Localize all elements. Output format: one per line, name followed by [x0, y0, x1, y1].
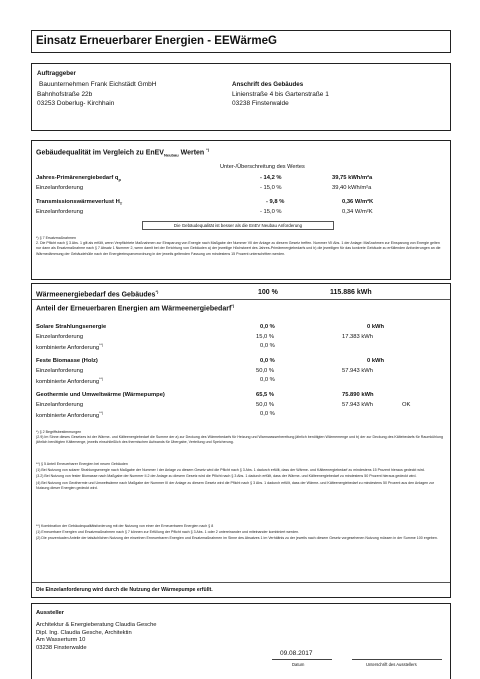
- solar-komb-label: kombinierte Anforderung**): [36, 343, 104, 351]
- renewables-footnote-1: *) § 2 Begriffsbestimmungen (2.9) Im Sinne dieses Gesetzes ist der Wärme- und Kälteenergiebedarf die Summe der a) zur Deckung des Wärmebedarfs für Heizung und Warmwasserbereitung jährlich benötigten Wärmemenge und b) der zur Deckung des Kältebedarfs für Raumkühlung jährlich benötigten Kältemenge, jeweils einschließlich des thermischen Aufwands für Übergabe, Verteilung und Speicherung.: [36, 430, 443, 445]
- biomass-komb-pct: 0,0 %: [260, 377, 275, 383]
- geothermal-komb-label: kombinierte Anforderung**): [36, 411, 104, 419]
- primary-energy-pct: - 14,2 %: [260, 175, 282, 181]
- biomass-value: 0 kWh: [367, 358, 385, 364]
- primary-energy-einzel-value: 39,40 kWh/m²a: [332, 185, 372, 191]
- renewables-footnote-2: **) § 5 Anteil Erneuerbarer Energien bei neuen Gebäuden (1) Bei Nutzung von solarer Strahlungsenergie nach Maßgabe der Nummer I der Anlage zu diesem Gesetz wird die Pflicht nach § 3 Abs. 1 dadurch erfüllt, dass der Wärme- und Kälteenergiebedarf zu mindestens 15 Prozent hieraus gedeckt wird. (3.2) Bei Nutzung von fester Biomasse nach Maßgabe der Nummer II.2 der Anlage zu diesem Gesetz wird die Pflicht nach § 3 Abs. 1 dadurch erfüllt, dass der Wärme- und Kälteenergiebedarf zu mindestens 50 Prozent hieraus gedeckt wird. (4) Bei Nutzung von Geothermie und Umweltwärme nach Maßgabe der Nummer III der Anlage zu diesem Gesetz wird die Pflicht nach § 3 Abs. 1 dadurch erfüllt, dass der Wärme- und Kälteenergiebedarf zu mindestens 50 Prozent aus den Anlagen zur Nutzung dieser Energien gedeckt wird.: [36, 462, 435, 490]
- issuer-label: Aussteller: [36, 610, 65, 616]
- primary-energy-value: 39,75 kWh/m²a: [332, 175, 373, 181]
- solar-komb-pct: 0,0 %: [260, 343, 275, 349]
- geothermal-label: Geothermie und Umweltwärme (Wärmepumpe): [36, 392, 165, 398]
- heat-demand-value: 115.886 kWh: [330, 289, 372, 296]
- client-street: Bahnhofstraße 22b: [37, 90, 93, 98]
- divider: [32, 299, 450, 300]
- signature-line: [352, 659, 442, 660]
- quality-title: Gebäudequalität im Vergleich zu EnEV$_{Neubau}$ Werten *): [36, 147, 210, 158]
- issuer-section: [31, 603, 451, 679]
- document-title: Einsatz Erneuerbarer Energien - EEWärmeG: [31, 30, 451, 53]
- geothermal-ok: OK: [402, 402, 411, 408]
- primary-energy-einzel-pct: - 15,0 %: [260, 185, 282, 191]
- transmission-loss-einzel-value: 0,34 W/m²K: [342, 209, 373, 215]
- solar-label: Solare Strahlungsenergie: [36, 324, 107, 330]
- heat-demand-pct: 100 %: [258, 289, 278, 296]
- building-address-block: [232, 80, 329, 109]
- geothermal-komb-pct: 0,0 %: [260, 411, 275, 417]
- client-block: [37, 80, 156, 109]
- primary-energy-einzel-label: Einzelanforderung: [36, 185, 84, 191]
- divider: [32, 582, 450, 583]
- issue-date: 09.08.2017: [280, 650, 313, 657]
- quality-footnote: *) § 7 Ersatzmaßnahmen 2. Die Pflicht nach § 3 Abs. 1 gilt als erfüllt, wenn Verpflichtete Maßnahmen zur Einsparung von Energie nach Maßgabe der Nummer VII der Anlage zu diesem Gesetz treffen. Nummer VII Abs. 1 der Anlage: Maßnahmen zur Einsparung von Energie gelten nur dann als Ersatzmaßnahme nach § 7 Absatz 1 Nummer 2, wenn damit bei der Errichtung von Gebäuden a) der jeweilige Höchstwert des Jahres-Primärenergiebedarfs und b) die jeweiligen für das konkrete Gebäude zu erfüllenden Anforderungen an die Wärmedämmung der Gebäudehülle nach der Energieeinsparverordnung in der jeweils geltenden Fassung um mindestens 15 Prozent unterschritten werden.: [36, 236, 441, 256]
- primary-energy-label: Jahres-Primärenergiebedarf $q_p$: [36, 175, 121, 183]
- heat-demand-title: Wärmeenergiebedarf des Gebäudes*): [36, 289, 159, 299]
- geothermal-einzel-pct: 50,0 %: [256, 402, 275, 408]
- signature-caption: Unterschrift des Ausstellers: [366, 662, 417, 667]
- renewables-subtitle: Anteil der Erneuerbaren Energien am Wärmeenergiebedarf*): [36, 303, 235, 313]
- geothermal-value: 75.890 kWh: [342, 392, 374, 398]
- transmission-loss-label: Transmissionswärmeverlust $H_T$: [36, 199, 123, 207]
- quality-subheader: Unter-/Überschreitung des Wertes: [220, 164, 305, 170]
- client-label: Auftraggeber: [37, 70, 76, 77]
- biomass-einzel-label: Einzelanforderung: [36, 368, 84, 374]
- date-caption: Datum: [292, 662, 305, 667]
- building-address-label: Anschrift des Gebäudes: [232, 81, 304, 88]
- building-address-city: 03238 Finsterwalde: [232, 100, 289, 108]
- renewables-footnote-3: **) Kombination der Gebäudequalitätsforderung mit der Nutzung von einer der Erneuerbaren Energien nach § 8 (1) Erneuerbare Energien und Ersatzmaßnahmen nach § 7 können zur Erfüllung der Pflicht nach § 3 Abs. 1 oder 2 untereinander und miteinander kombiniert werden. (2) Die prozentualen Anteile der tatsächlichen Nutzung der einzelnen Erneuerbaren Energien und Ersatzmaßnahmen im Sinne des Absatzes 1 im Verhältnis zu der jeweils nach diesem Gesetz vorgesehenen Nutzung müssen in der Summe 100 ergeben.: [36, 524, 438, 541]
- quality-section: [31, 140, 451, 280]
- biomass-einzel-value: 57.943 kWh: [342, 368, 373, 374]
- biomass-label: Feste Biomasse (Holz): [36, 358, 98, 364]
- biomass-pct: 0,0 %: [260, 358, 275, 364]
- biomass-komb-label: kombinierte Anforderung**): [36, 377, 104, 385]
- solar-pct: 0,0 %: [260, 324, 275, 330]
- client-name: Bauunternehmen Frank Eichstädt GmbH: [39, 81, 157, 88]
- solar-einzel-pct: 15,0 %: [256, 334, 275, 340]
- quality-result-note: Die Gebäudequalität ist besser als die EnEV Neubau Anforderung: [142, 221, 334, 230]
- document-page: [31, 30, 451, 679]
- building-address-street: Linienstraße 4 bis Gartenstraße 1: [232, 90, 329, 98]
- geothermal-einzel-value: 57.943 kWh: [342, 402, 373, 408]
- geothermal-pct: 65,5 %: [256, 392, 275, 398]
- solar-einzel-value: 17.383 kWh: [342, 334, 373, 340]
- solar-value: 0 kWh: [367, 324, 385, 330]
- transmission-loss-pct: - 9,8 %: [266, 199, 285, 205]
- geothermal-einzel-label: Einzelanforderung: [36, 402, 84, 408]
- issuer-address: Architektur & Energieberatung Claudia Gesche Dipl. Ing. Claudia Gesche, Architektin Am Wasserturm 10 03238 Finsterwalde: [36, 622, 157, 651]
- solar-einzel-label: Einzelanforderung: [36, 334, 84, 340]
- transmission-loss-value: 0,36 W/m²K: [342, 199, 374, 205]
- biomass-einzel-pct: 50,0 %: [256, 368, 275, 374]
- transmission-loss-einzel-pct: - 15,0 %: [260, 209, 282, 215]
- renewables-section: [31, 283, 451, 598]
- result-statement: Die Einzelanforderung wird durch die Nutzung der Wärmepumpe erfüllt.: [36, 587, 213, 593]
- date-line: [272, 659, 332, 660]
- client-section: [31, 63, 451, 131]
- client-city: 03253 Doberlug- Kirchhain: [37, 100, 115, 108]
- transmission-loss-einzel-label: Einzelanforderung: [36, 209, 84, 215]
